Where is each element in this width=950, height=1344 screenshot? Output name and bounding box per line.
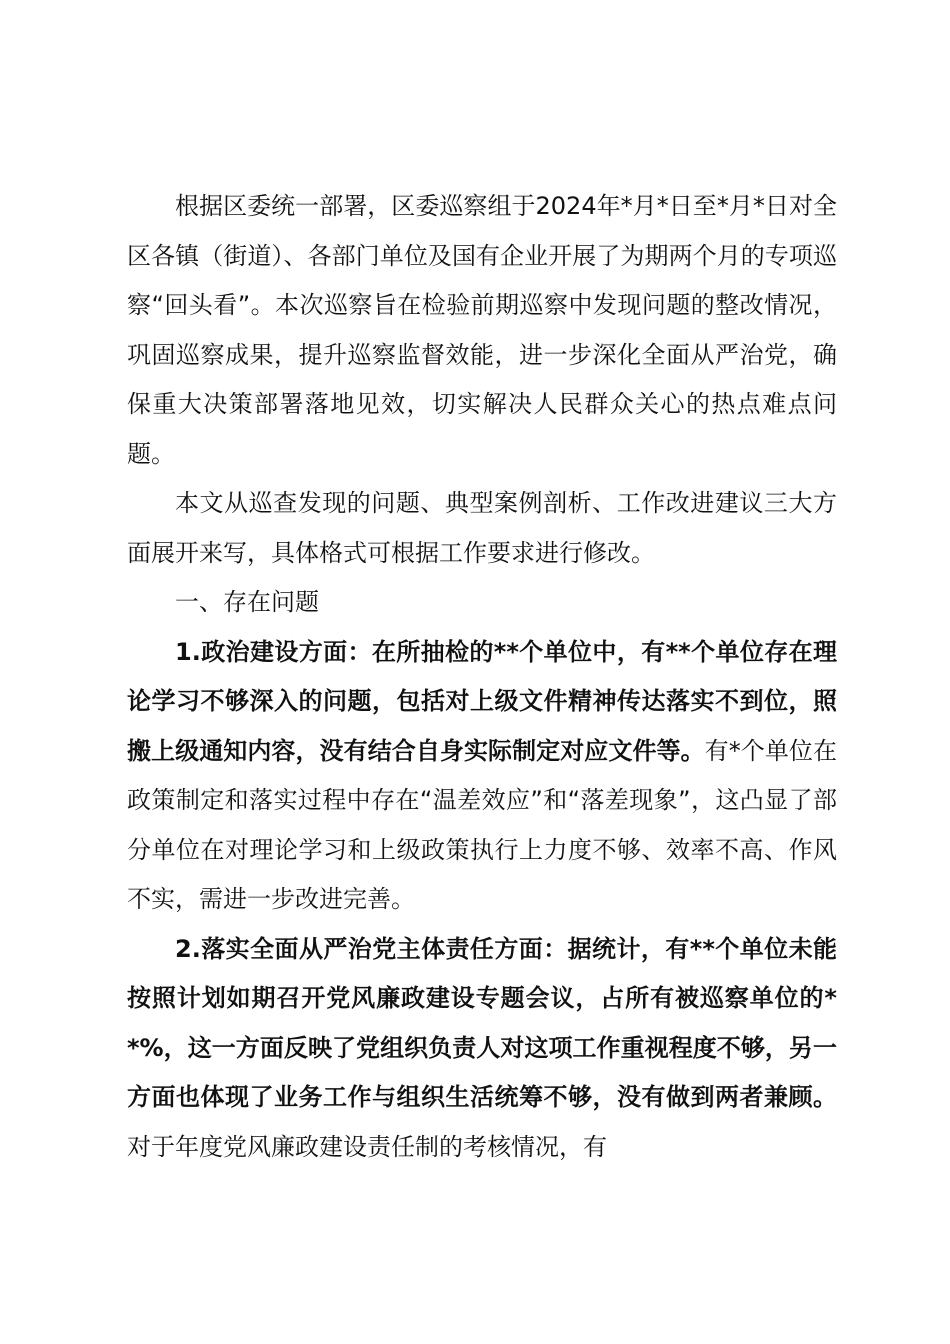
document-body xyxy=(127,182,837,1172)
item-political-construction-detail: 有*个单位在政策制定和落实过程中存在“温差效应”和“落差现象”，这凸显了部分单位在对理论学习和上级政策执行上力度不够、效率不高、作风不实，需进一步改进完善。 xyxy=(127,736,838,913)
item-party-governance xyxy=(127,925,837,1173)
item-party-governance-lead: 2.落实全面从严治党主体责任方面：据统计，有**个单位未能按照计划如期召开党风廉政建设专题会议，占所有被巡察单位的**%，这一方面反映了党组织负责人对这项工作重视程度不够，另一方面也体现了业务工作与组织生活统筹不够，没有做到两者兼顾。 xyxy=(127,934,837,1111)
intro-paragraph: 根据区委统一部署，区委巡察组于2024年*月*日至*月*日对全区各镇（街道）、各部门单位及国有企业开展了为期两个月的专项巡察“回头看”。本次巡察旨在检验前期巡察中发现问题的整改情况，巩固巡察成果，提升巡察监督效能，进一步深化全面从严治党，确保重大决策部署落地见效，切实解决人民群众关心的热点难点问题。 xyxy=(127,192,837,468)
item-political-construction xyxy=(127,628,837,925)
item-party-governance-detail: 对于年度党风廉政建设责任制的考核情况，有 xyxy=(127,1132,607,1161)
scope-paragraph: 本文从巡查发现的问题、典型案例剖析、工作改进建议三大方面展开来写，具体格式可根据工作要求进行修改。 xyxy=(127,489,837,567)
item-political-construction-lead: 1.政治建设方面：在所抽检的**个单位中，有**个单位存在理论学习不够深入的问题，包括对上级文件精神传达落实不到位，照搬上级通知内容，没有结合自身实际制定对应文件等。 xyxy=(127,637,837,765)
section-heading-problems: 一、存在问题 xyxy=(175,588,319,616)
